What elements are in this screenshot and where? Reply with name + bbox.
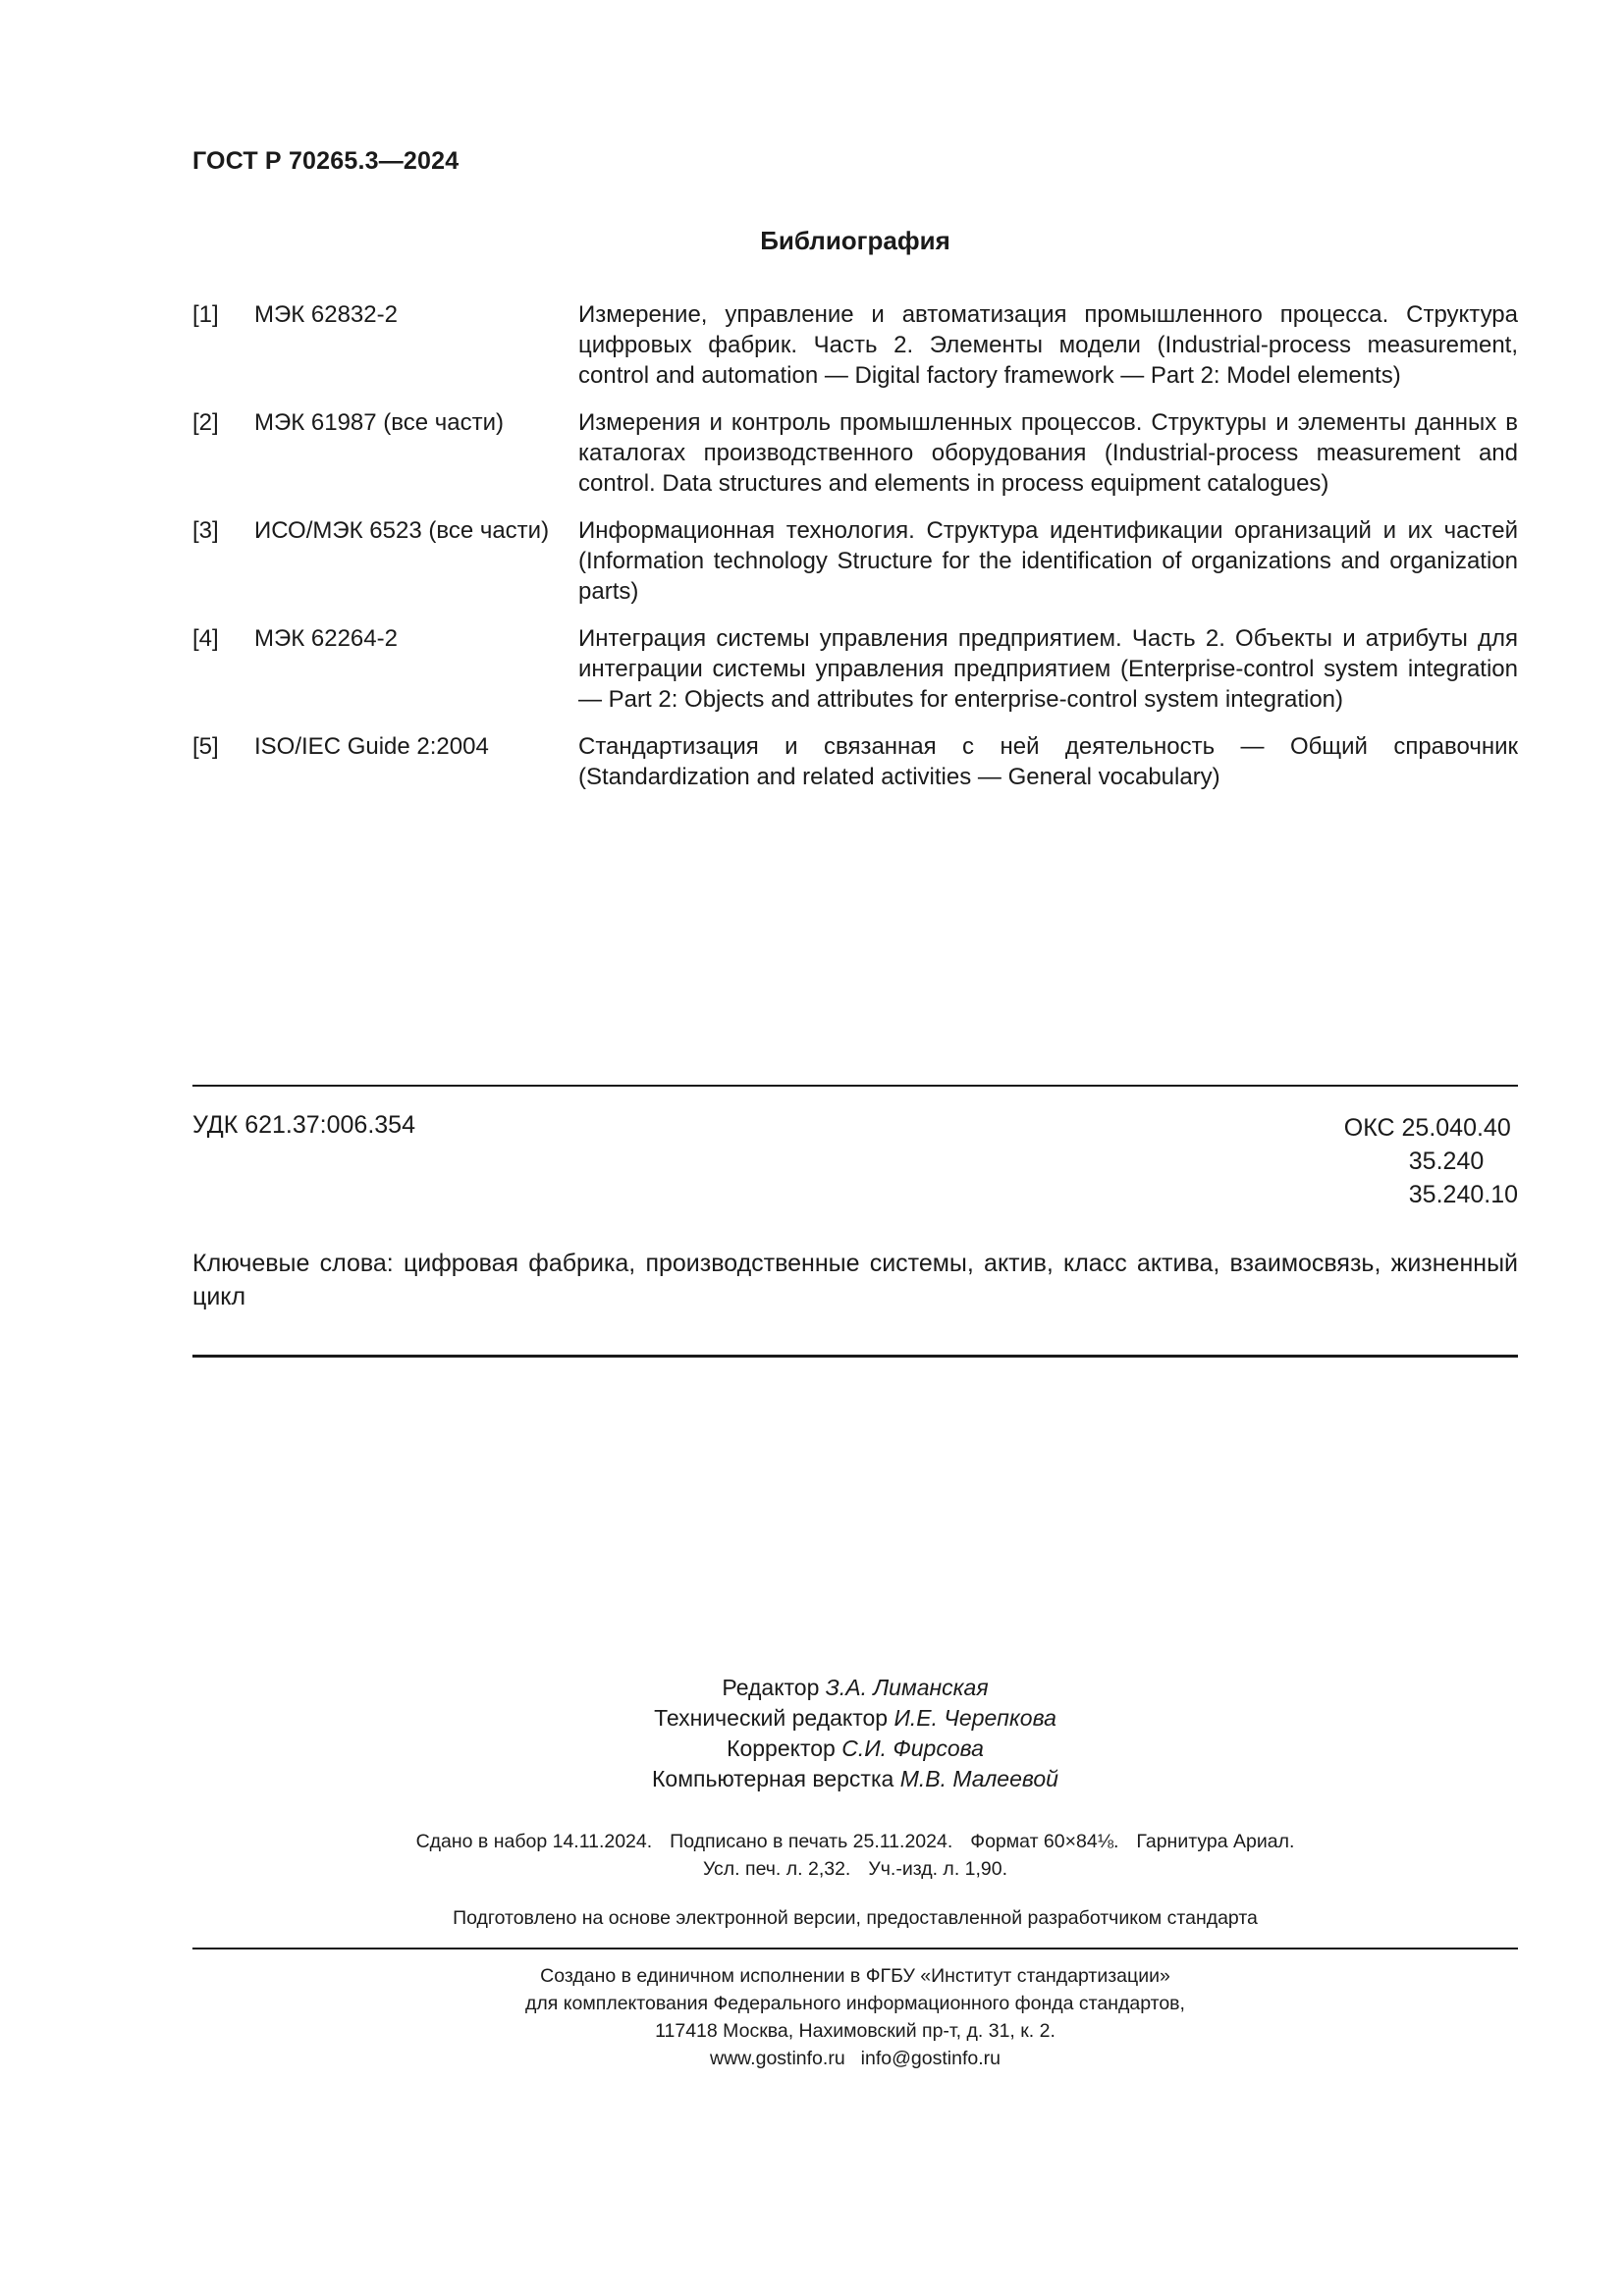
print-font: Гарнитура Ариал. [1136, 1831, 1295, 1852]
credit-person: И.Е. Черепкова [893, 1705, 1056, 1731]
divider-keywords [192, 1355, 1518, 1358]
entry-number: [1] [192, 301, 219, 328]
entry-title: Информационная технология. Структура идентификации организаций и их частей (Information technology Structure for the identification of organizations and organization parts) [578, 517, 1518, 605]
entry-title: Интеграция системы управления предприятием. Часть 2. Объекты и атрибуты для интеграции системы управления предприятием (Enterprise-control system integration — Part 2: Objects and attributes for enterprise-control system integration) [578, 625, 1518, 713]
entry-code: МЭК 62264-2 [254, 625, 398, 652]
credits [192, 1673, 1518, 1794]
credit-proofreader [192, 1734, 1518, 1764]
entry-code: ИСО/МЭК 6523 (все части) [254, 517, 550, 544]
credit-person: З.А. Лиманская [825, 1675, 989, 1700]
entry-code: ISO/IEC Guide 2:2004 [254, 733, 489, 760]
print-info-line [192, 1828, 1518, 1855]
entry-title: Стандартизация и связанная с ней деятельность — Общий справочник (Standardization and related activities — General vocabulary) [578, 733, 1518, 790]
bibliography-entry [192, 515, 1518, 607]
entry-number: [4] [192, 625, 219, 652]
prepared-note: Подготовлено на основе электронной версии, предоставленной разработчиком стандарта [453, 1907, 1258, 1929]
entry-number: [2] [192, 409, 219, 436]
print-signed: Подписано в печать 25.11.2024. [670, 1831, 953, 1852]
credit-person: М.В. Малеевой [899, 1766, 1058, 1791]
entry-code: МЭК 62832-2 [254, 301, 398, 328]
divider-top [192, 1085, 1518, 1087]
print-sent: Сдано в набор 14.11.2024. [415, 1831, 653, 1852]
footer-website[interactable]: www.gostinfo.ru [710, 2048, 845, 2069]
oks-code: 35.240.10 [1408, 1181, 1518, 1208]
entry-title: Измерения и контроль промышленных процессов. Структуры и элементы данных в каталогах производственного оборудования (Industrial-process measurement and control. Data structures and elements in process equipment catalogues) [578, 409, 1518, 497]
document-number: ГОСТ Р 70265.3—2024 [192, 147, 460, 175]
entry-code: МЭК 61987 (все части) [254, 409, 505, 436]
credit-role: Компьютерная верстка [652, 1766, 894, 1791]
print-info [192, 1828, 1518, 1883]
footer-line: 117418 Москва, Нахимовский пр-т, д. 31, к. 2. [655, 2020, 1056, 2042]
bibliography-entry [192, 623, 1518, 715]
credit-person: С.И. Фирсова [841, 1735, 984, 1761]
oks-code: 35.240 [1408, 1148, 1485, 1175]
bibliography-entry [192, 299, 1518, 391]
print-info-line [192, 1855, 1518, 1883]
print-format: Формат 60×84⅛. [970, 1831, 1119, 1852]
keywords: Ключевые слова: цифровая фабрика, производственные системы, актив, класс актива, взаимосвязь, жизненный цикл [192, 1250, 1518, 1310]
credit-layout [192, 1764, 1518, 1794]
entry-number: [3] [192, 517, 219, 544]
credit-role: Корректор [727, 1735, 836, 1761]
entry-number: [5] [192, 733, 219, 760]
bibliography-entry [192, 407, 1518, 499]
print-sheets: Усл. печ. л. 2,32. [702, 1858, 851, 1880]
footer-line: для комплектования Федерального информационного фонда стандартов, [525, 1993, 1185, 2014]
publisher-footer [192, 1962, 1518, 2072]
print-pub-sheets: Уч.-изд. л. 1,90. [868, 1858, 1008, 1880]
oks-codes [1344, 1111, 1518, 1211]
footer-contacts [192, 2045, 1518, 2072]
bibliography-list [192, 299, 1518, 809]
credit-role: Технический редактор [654, 1705, 889, 1731]
bibliography-title: Библиография [760, 226, 950, 255]
oks-code: ОКС 25.040.40 [1343, 1114, 1511, 1142]
footer-line: Создано в единичном исполнении в ФГБУ «Институт стандартизации» [540, 1965, 1170, 1987]
bibliography-entry [192, 731, 1518, 792]
entry-title: Измерение, управление и автоматизация промышленного процесса. Структура цифровых фабрик. Часть 2. Элементы модели (Industrial-process measurement, control and automation — Digital factory framework — Part 2: Model elements) [578, 301, 1518, 389]
footer-email[interactable]: info@gostinfo.ru [860, 2048, 1001, 2069]
credit-tech-editor [192, 1703, 1518, 1734]
credit-editor [192, 1673, 1518, 1703]
divider-footer [192, 1948, 1518, 1949]
udc-code: УДК 621.37:006.354 [192, 1111, 415, 1139]
credit-role: Редактор [722, 1675, 820, 1700]
